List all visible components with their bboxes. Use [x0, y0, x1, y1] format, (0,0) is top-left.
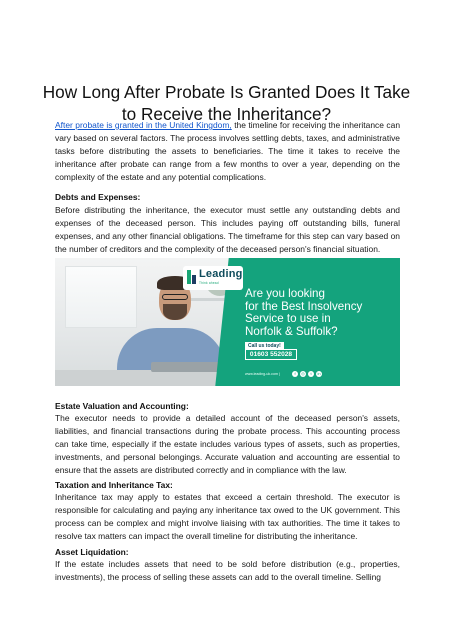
headline-line: for the Best Insolvency [245, 299, 363, 313]
phone-number[interactable]: 01603 552028 [245, 349, 297, 360]
logo-tagline: Think ahead [199, 281, 219, 285]
headline-line: Norfolk & Suffolk? [245, 324, 338, 338]
instagram-icon[interactable]: ◎ [301, 371, 305, 376]
banner-website[interactable]: www.leading-uk.com | [245, 372, 280, 376]
logo-word: Leading [199, 268, 243, 280]
section-body-debts: Before distributing the inheritance, the executor must settle any outstanding debts and expenses of the deceased person. This includes paying off outstanding bills, funeral expenses, and any other financial obligations. The timeframe for this step can vary based on the number of creditors and the complexity of the deceased person's financial situation. [55, 205, 400, 255]
banner-headline [245, 288, 395, 338]
twitter-icon[interactable]: t [308, 371, 314, 377]
section-body-valuation: The executor needs to provide a detailed account of the deceased person's assets, liabilities, and financial transactions during the probate process. This accounting process can take time, especially if the estate includes various types of assets, such as properties, investments, and personal belongings. Accurate valuation and accounting are essential to ensure that the assets are distributed correctly and in compliance with the law. [55, 413, 400, 476]
intro-paragraph [55, 119, 400, 184]
probate-link[interactable]: After probate is granted in the United Kingdom, [55, 120, 232, 130]
linkedin-icon[interactable]: in [317, 371, 321, 376]
intro-text: the timeline for receiving the inheritance can vary based on several factors. The process involves settling debts, taxes, and administrative tasks before distributing the assets to beneficiaries. The time it takes to receive the inheritance after probate can range from a few months to over a year, depending on the complexity of the estate and any potential complications. [55, 120, 401, 183]
section-heading-debts: Debts and Expenses: [55, 192, 141, 202]
headline-line: Service to use in [245, 312, 331, 326]
section-body-tax: Inheritance tax may apply to estates that exceed a certain threshold. The executor is responsible for calculating and paying any inheritance tax owed to the UK government. This process can be complex and might involve liaising with tax authorities. The time it takes to resolve tax matters can impact the overall timeline for distributing the inheritance. [55, 492, 400, 542]
leading-logo [183, 266, 243, 290]
headline-line: Are you looking [245, 287, 325, 300]
facebook-icon[interactable]: f [292, 371, 298, 377]
section-body-liquidation: If the estate includes assets that need to be sold before distribution (e.g., properties, investments), the process of selling these assets can add to the overall timeline. Selling [55, 559, 400, 583]
advert-banner[interactable] [55, 258, 400, 386]
section-heading-tax: Taxation and Inheritance Tax: [55, 480, 173, 490]
section-heading-valuation: Estate Valuation and Accounting: [55, 401, 189, 411]
page-title: How Long After Probate Is Granted Does It Take to Receive the Inheritance? [42, 81, 411, 124]
call-label: Call us today! [245, 342, 284, 350]
section-heading-liquidation: Asset Liquidation: [55, 547, 129, 557]
